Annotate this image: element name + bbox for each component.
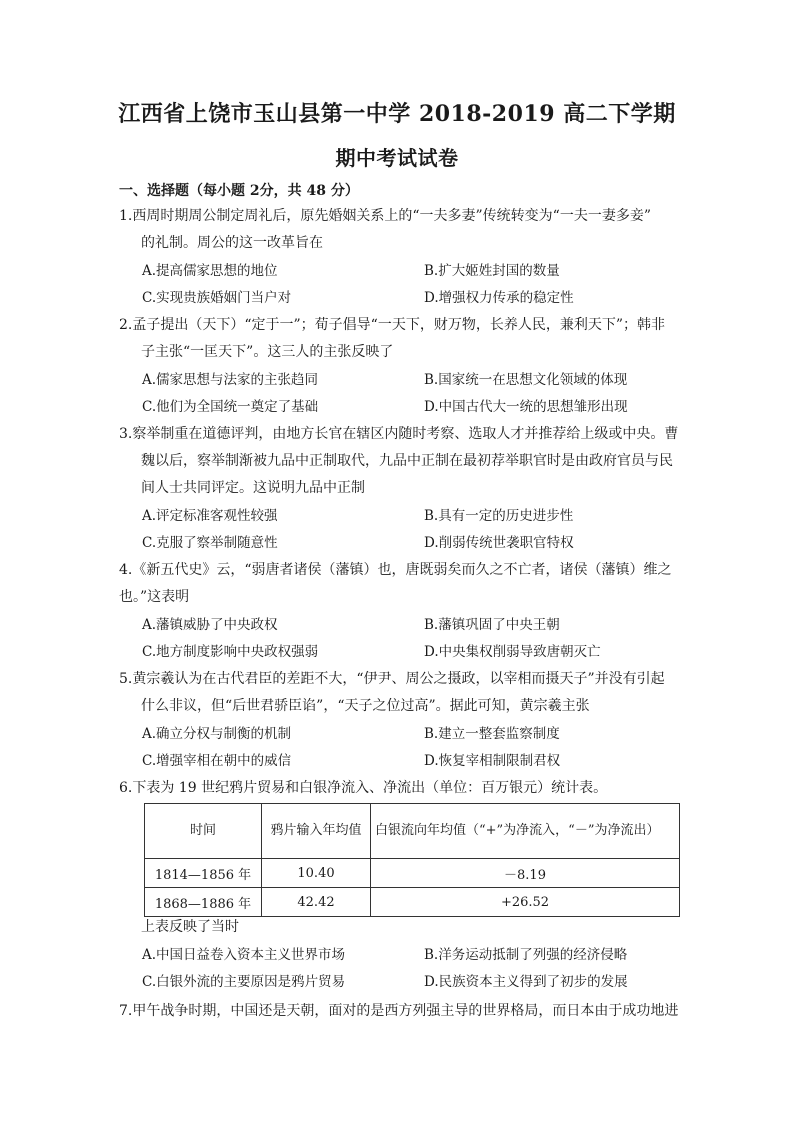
- table-header-opium: 鸦片输入年均值: [262, 804, 371, 859]
- question-2-stem: [119, 312, 679, 366]
- question-2-line2: 子主张“一匡天下”。这三人的主张反映了: [141, 344, 394, 360]
- question-1-option-b: B.扩大姬姓封国的数量: [424, 263, 560, 279]
- table-cell-silver: +26.52: [371, 888, 680, 917]
- question-6-option-d: D.民族资本主义得到了初步的发展: [424, 974, 628, 990]
- question-7-stem: [119, 998, 679, 1025]
- opium-silver-table: [144, 803, 680, 917]
- table-cell-period: 1814—1856 年: [145, 859, 262, 888]
- question-4-option-a: A.藩镇威胁了中央政权: [142, 617, 278, 633]
- question-1-stem: [119, 203, 679, 257]
- question-3-stem: [119, 421, 679, 502]
- question-3-option-b: B.具有一定的历史进步性: [424, 508, 574, 524]
- question-1-option-a: A.提高儒家思想的地位: [142, 263, 278, 279]
- question-2-option-d: D.中国古代大一统的思想雏形出现: [424, 399, 628, 415]
- question-4-stem: [119, 557, 679, 611]
- question-3-option-d: D.削弱传统世袭职官特权: [424, 535, 574, 551]
- question-6-prompt: [119, 914, 701, 941]
- question-5-stem: [119, 666, 679, 720]
- exam-title-line1: 江西省上饶市玉山县第一中学 2018-2019 高二下学期: [118, 101, 676, 127]
- table-row: [145, 859, 680, 888]
- question-5-line2: 什么非议，但“后世君骄臣谄”，“天子之位过高”。据此可知，黄宗羲主张: [141, 698, 590, 714]
- question-2-option-c: C.他们为全国统一奠定了基础: [142, 399, 319, 415]
- question-3-line2: 魏以后，察举制渐被九品中正制取代，九品中正制在最初荐举职官时是由政府官员与民: [141, 453, 673, 469]
- question-5-line1: 5.黄宗羲认为在古代君臣的差距不大，“伊尹、周公之摄政，以宰相而摄天子”并没有引起: [119, 671, 665, 687]
- table-row: [145, 888, 680, 917]
- exam-title-line2: 期中考试试卷: [335, 146, 459, 170]
- question-3-option-c: C.克服了察举制随意性: [142, 535, 278, 551]
- question-1-line2: 的礼制。周公的这一改革旨在: [141, 235, 323, 251]
- question-4-line2: 也。”这表明: [119, 589, 190, 605]
- question-5-option-b: B.建立一整套监察制度: [424, 726, 560, 742]
- question-6-prompt-text: 上表反映了当时: [141, 919, 239, 935]
- question-2-line1: 2.孟子提出（天下）“定于一”；荀子倡导“一天下，财万物，长养人民，兼利天下”；韩非: [119, 317, 665, 333]
- question-7-line1: 7.甲午战争时期，中国还是天朝，面对的是西方列强主导的世界格局，而日本由于成功地进: [119, 1003, 679, 1019]
- question-6-line1: 6.下表为 19 世纪鸦片贸易和白银净流入、净流出（单位：百万银元）统计表。: [119, 780, 608, 796]
- question-3-option-a: A.评定标准客观性较强: [142, 508, 278, 524]
- table-header-row: [145, 804, 680, 859]
- question-2-option-a: A.儒家思想与法家的主张趋同: [142, 372, 319, 388]
- question-4-option-d: D.中央集权削弱导致唐朝灭亡: [424, 644, 601, 660]
- question-3-line1: 3.察举制重在道德评判，由地方长官在辖区内随时考察、选取人才并推荐给上级或中央。曹: [119, 426, 679, 442]
- question-1-option-c: C.实现贵族婚姻门当户对: [142, 290, 292, 306]
- table-cell-silver: －8.19: [371, 859, 680, 888]
- table-header-silver: 白银流向年均值（“+”为净流入，“－”为净流出）: [371, 804, 680, 859]
- question-3-line3: 间人士共同评定。这说明九品中正制: [141, 480, 365, 496]
- question-6-option-b: B.洋务运动抵制了列强的经济侵略: [424, 947, 628, 963]
- table-cell-opium: 42.42: [262, 888, 371, 917]
- table-cell-period: 1868—1886 年: [145, 888, 262, 917]
- question-2-option-b: B.国家统一在思想文化领域的体现: [424, 372, 628, 388]
- question-5-option-a: A.确立分权与制衡的机制: [142, 726, 292, 742]
- question-5-option-c: C.增强宰相在朝中的威信: [142, 753, 292, 769]
- section-header: 一、选择题（每小题 2分，共 48 分）: [119, 183, 359, 199]
- question-4-option-c: C.地方制度影响中央政权强弱: [142, 644, 319, 660]
- question-6-stem: [119, 775, 679, 802]
- question-1-line1: 1.西周时期周公制定周礼后，原先婚姻关系上的“一夫多妻”传统转变为“一夫一妻多妾”: [119, 208, 651, 224]
- question-6-option-a: A.中国日益卷入资本主义世界市场: [142, 947, 346, 963]
- question-1-option-d: D.增强权力传承的稳定性: [424, 290, 574, 306]
- table-header-time: 时间: [145, 804, 262, 859]
- question-4-line1: 4.《新五代史》云，“弱唐者诸侯（藩镇）也，唐既弱矣而久之不亡者，诸侯（藩镇）维之: [119, 562, 672, 578]
- question-6-option-c: C.白银外流的主要原因是鸦片贸易: [142, 974, 346, 990]
- table-cell-opium: 10.40: [262, 859, 371, 888]
- question-5-option-d: D.恢复宰相制限制君权: [424, 753, 561, 769]
- question-4-option-b: B.藩镇巩固了中央王朝: [424, 617, 560, 633]
